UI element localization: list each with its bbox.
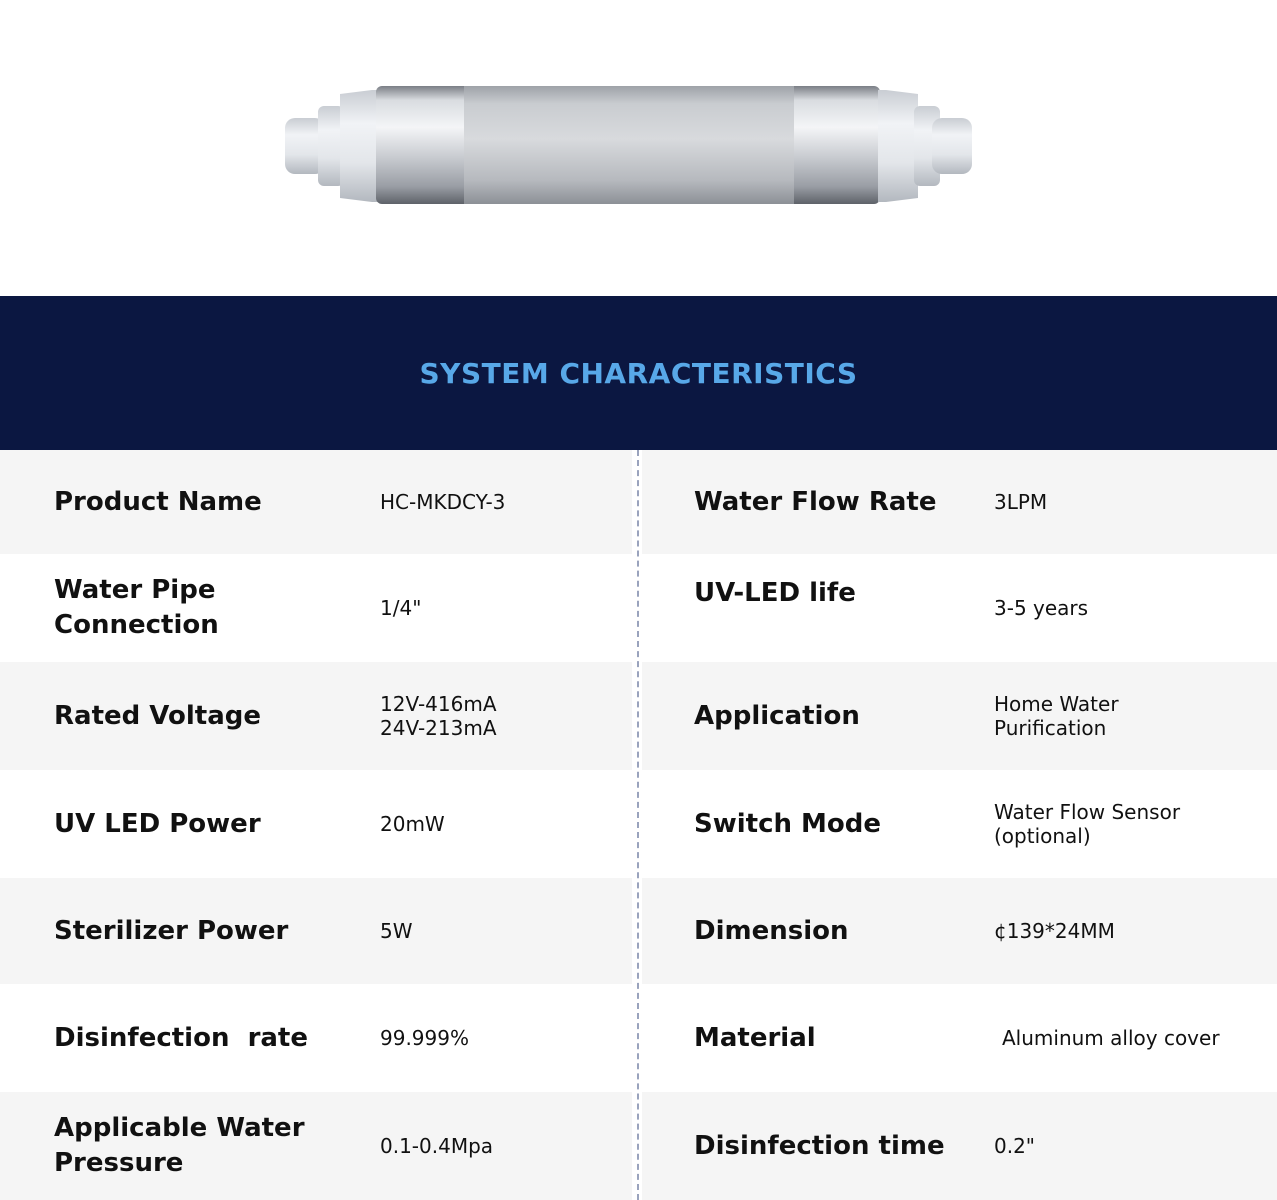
right-pipe-fitting: [932, 118, 972, 174]
column-divider: [637, 450, 639, 1200]
spec-label: Material: [694, 1022, 816, 1053]
spec-value: Aluminum alloy cover: [1002, 1026, 1220, 1050]
spec-label: Water Pipe Connection: [54, 575, 219, 640]
spec-label: Disinfection time: [694, 1130, 945, 1161]
spec-value: 3-5 years: [994, 596, 1089, 620]
section-title: SYSTEM CHARACTERISTICS: [419, 356, 858, 390]
spec-value: Water Flow Sensor (optional): [994, 800, 1181, 848]
spec-label: UV LED Power: [54, 808, 261, 839]
spec-value: 99.999%: [380, 1026, 469, 1050]
spec-label: Dimension: [694, 915, 849, 946]
spec-value: 3LPM: [994, 490, 1048, 514]
spec-label: Rated Voltage: [54, 700, 261, 731]
spec-label: Sterilizer Power: [54, 915, 289, 946]
uv-sterilizer-product-image: [0, 0, 1277, 296]
spec-label: Disinfection rate: [54, 1022, 308, 1053]
spec-value: 5W: [380, 919, 413, 943]
spec-value: HC-MKDCY-3: [380, 490, 506, 514]
spec-label: Switch Mode: [694, 808, 882, 839]
product-image-area: [0, 0, 1277, 296]
spec-label: Application: [694, 700, 860, 731]
spec-label: Product Name: [54, 486, 262, 517]
spec-label: Applicable Water Pressure: [54, 1113, 305, 1178]
right-end-cap: [878, 90, 918, 202]
spec-value: 1/4": [380, 596, 422, 620]
spec-value: ¢139*24MM: [994, 919, 1115, 943]
spec-value: 12V-416mA 24V-213mA: [380, 692, 497, 740]
spec-label: Water Flow Rate: [694, 486, 937, 517]
section-banner: [0, 296, 1277, 450]
spec-value: 0.2": [994, 1134, 1036, 1158]
spec-value: 0.1-0.4Mpa: [380, 1134, 494, 1158]
spec-value: 20mW: [380, 812, 445, 836]
spec-label: UV-LED life: [694, 578, 856, 608]
spec-value: Home Water Purification: [994, 692, 1119, 740]
left-end-cap: [340, 90, 378, 202]
